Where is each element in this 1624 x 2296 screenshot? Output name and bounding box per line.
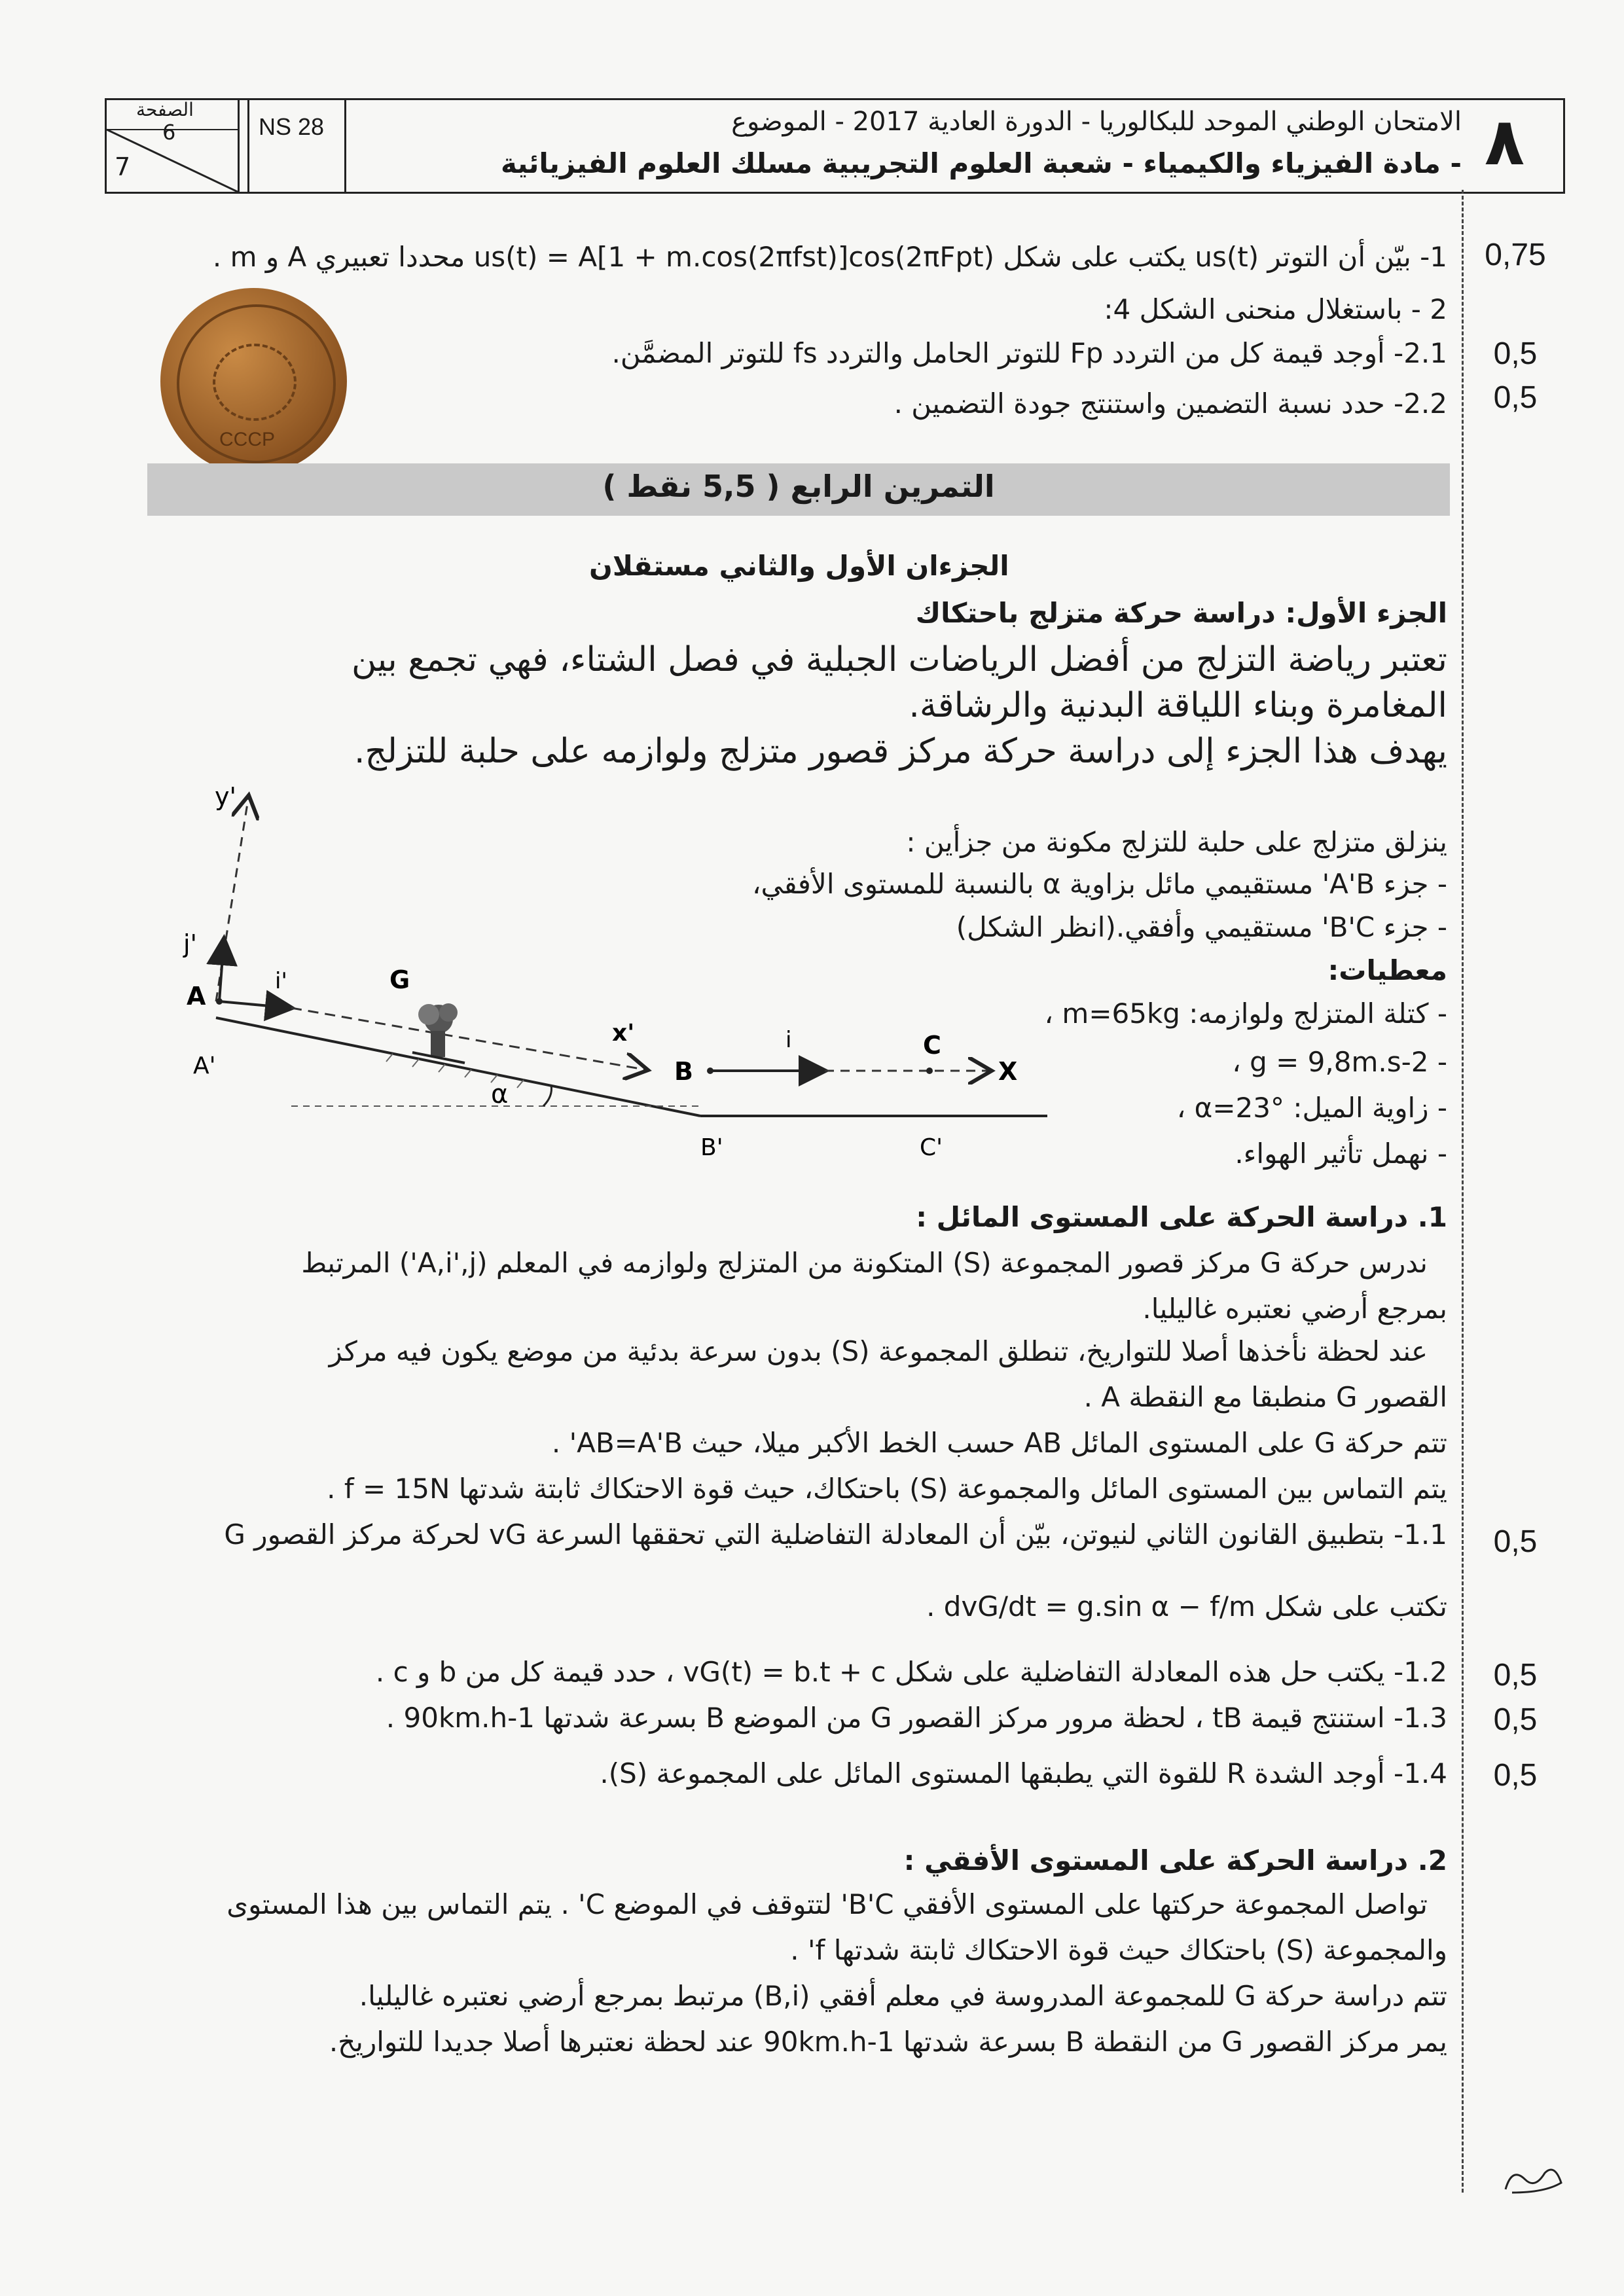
- label-i: i: [785, 1027, 792, 1053]
- exam-code: NS 28: [259, 113, 325, 140]
- label-A-prime: A': [193, 1052, 216, 1079]
- label-G: G: [389, 965, 410, 994]
- part1-title: الجزء الأول: دراسة حركة متزلج باحتكاك: [915, 597, 1447, 629]
- label-x-prime: x': [612, 1020, 635, 1047]
- header-box: [105, 98, 1565, 194]
- given-title: معطيات:: [1327, 954, 1447, 986]
- exercise-subtitle: الجزءان الأول والثاني مستقلان: [589, 550, 1009, 582]
- prev-q1: 1- بيّن أن التوتر us(t) يكتب على شكل us(t) = A[1 + m.cos(2πfst)]cos(2πFpt) محددا تعبيري A و m .: [212, 241, 1447, 273]
- coefficient: ٨: [1485, 103, 1525, 180]
- label-alpha: α: [491, 1079, 509, 1109]
- label-A: A: [187, 982, 206, 1011]
- exercise-title: التمرين الرابع ( 5,5 نقط ): [602, 469, 995, 504]
- section1-p5: تتم حركة G على المستوى المائل AB حسب الخط الأكبر ميلا، حيث AB=A'B' .: [551, 1427, 1447, 1459]
- page-num: 6: [162, 120, 176, 145]
- exercise-banner: [147, 463, 1450, 516]
- question-1-1: 1.1- بتطبيق القانون الثاني لنيوتن، بيّن أن المعادلة التفاضلية التي تحققها السرعة vG لحركة مركز القصور G: [224, 1518, 1447, 1551]
- desc-line3: - جزء B'C' مستقيمي وأفقي.(انظر الشكل): [956, 911, 1447, 943]
- question-1-1-score: 0,5: [1493, 1524, 1538, 1559]
- signature-mark: [1499, 2160, 1571, 2199]
- question-1-2-score: 0,5: [1493, 1658, 1538, 1693]
- label-y-prime: y': [215, 782, 236, 811]
- angle-arc: [543, 1085, 552, 1106]
- desc-line2: - جزء A'B' مستقيمي مائل بزاوية α بالنسبة للمستوى الأفقي،: [751, 868, 1447, 900]
- question-1-3-score: 0,5: [1493, 1702, 1538, 1737]
- page-label: الصفحة: [136, 99, 194, 120]
- prev-q21: 2.1- أوجد قيمة كل من التردد Fp للتوتر الحامل والتردد fs للتوتر المضمَّن.: [611, 337, 1447, 369]
- question-1-3: 1.3- استنتج قيمة tB ، لحظة مرور مركز القصور G من الموضع B بسرعة شدتها 90km.h-1 .: [386, 1702, 1447, 1734]
- score-column-separator: [1462, 190, 1464, 2193]
- section1-p4: القصور G منطبقا مع النقطة A .: [1083, 1381, 1447, 1413]
- given-angle: - زاوية الميل: α=23° ،: [1176, 1092, 1447, 1124]
- question-1-4: 1.4- أوجد الشدة R للقوة التي يطبقها المستوى المائل على المجموعة (S).: [600, 1757, 1447, 1789]
- intro-line1: تعتبر رياضة التزلج من أفضل الرياضات الجبلية في فصل الشتاء، فهي تجمع بين: [351, 640, 1447, 679]
- question-1-4-score: 0,5: [1493, 1758, 1538, 1793]
- section1-p6: يتم التماس بين المستوى المائل والمجموعة (S) باحتكاك، حيث قوة الاحتكاك ثابتة شدتها f = 15N .: [327, 1473, 1447, 1505]
- given-air: - نهمل تأثير الهواء.: [1235, 1138, 1447, 1170]
- prev-q1-score: 0,75: [1485, 238, 1546, 272]
- question-1-1-equation: تكتب على شكل dvG/dt = g.sin α − f/m .: [926, 1590, 1447, 1623]
- label-i-prime: i': [275, 968, 287, 994]
- section2-p3: تتم دراسة حركة G للمجموعة المدروسة في معلم أفقي (B,i) مرتبط بمرجع أرضي نعتبره غاليليا.: [359, 1980, 1447, 2012]
- section2-p2: والمجموعة (S) باحتكاك حيث قوة الاحتكاك ثابتة شدتها f' .: [790, 1934, 1447, 1966]
- question-1-2: 1.2- يكتب حل هذه المعادلة التفاضلية على شكل vG(t) = b.t + c ، حدد قيمة كل من b و c .: [375, 1656, 1447, 1688]
- header-title-2: - مادة الفيزياء والكيمياء - شعبة العلوم التجريبية مسلك العلوم الفيزيائية: [501, 147, 1462, 179]
- skier-figure: [412, 1003, 465, 1063]
- given-gravity: - g = 9,8m.s-2 ،: [1232, 1046, 1447, 1078]
- label-B: B: [674, 1057, 693, 1086]
- page-total: 7: [115, 152, 131, 181]
- section2-p1: تواصل المجموعة حركتها على المستوى الأفقي B'C' لتتوقف في الموضع C' . يتم التماس بين هذا المستوى: [226, 1888, 1428, 1920]
- intro-line2: المغامرة وبناء اللياقة البدنية والرشاقة.: [909, 686, 1447, 725]
- label-X: X: [998, 1057, 1018, 1086]
- prev-q21-score: 0,5: [1493, 336, 1538, 371]
- section1-p3: عند لحظة نأخذها أصلا للتواريخ، تنطلق المجموعة (S) بدون سرعة بدئية من موضع يكون فيه مركز: [329, 1335, 1428, 1367]
- coin-image: [160, 288, 347, 475]
- desc-line1: ينزلق متزلج على حلبة للتزلج مكونة من جزأين :: [906, 826, 1447, 858]
- given-mass: - كتلة المتزلج ولوازمه: m=65kg ،: [1044, 997, 1447, 1030]
- section1-title: 1. دراسة الحركة على المستوى المائل :: [916, 1201, 1447, 1233]
- code-cell: [247, 100, 346, 192]
- ski-track-figure: [177, 779, 1067, 1178]
- x-prime-axis: [291, 1008, 648, 1070]
- j-vector: [219, 939, 224, 1001]
- intro-line3: يهدف هذا الجزء إلى دراسة حركة مركز قصور متزلج ولوازمه على حلبة للتزلج.: [354, 732, 1447, 771]
- section1-p2: بمرجع أرضي نعتبره غاليليا.: [1142, 1293, 1447, 1325]
- label-B-prime: B': [700, 1134, 723, 1161]
- label-j-prime: j': [183, 929, 198, 958]
- page-number-cell: [107, 100, 240, 192]
- label-C-prime: C': [920, 1134, 943, 1161]
- prev-q2: 2 - باستغلال منحنى الشكل 4:: [1104, 293, 1447, 325]
- prev-q22-score: 0,5: [1493, 380, 1538, 415]
- header-title-1: الامتحان الوطني الموحد للبكالوريا - الدورة العادية 2017 - الموضوع: [731, 107, 1462, 137]
- coin-label: CCCP: [219, 429, 276, 450]
- prev-q22: 2.2- حدد نسبة التضمين واستنتج جودة التضمين .: [893, 387, 1447, 420]
- i-prime-vector: [219, 1001, 291, 1008]
- section2-p4: يمر مركز القصور G من النقطة B بسرعة شدتها 90km.h-1 عند لحظة نعتبرها أصلا جديدا للتواريخ.: [329, 2026, 1447, 2058]
- section2-title: 2. دراسة الحركة على المستوى الأفقي :: [903, 1844, 1447, 1876]
- section1-p1: ندرس حركة G مركز قصور المجموعة (S) المتكونة من المتزلج ولوازمه في المعلم (A,i',j') المرتبط: [301, 1247, 1428, 1279]
- label-C: C: [923, 1031, 941, 1060]
